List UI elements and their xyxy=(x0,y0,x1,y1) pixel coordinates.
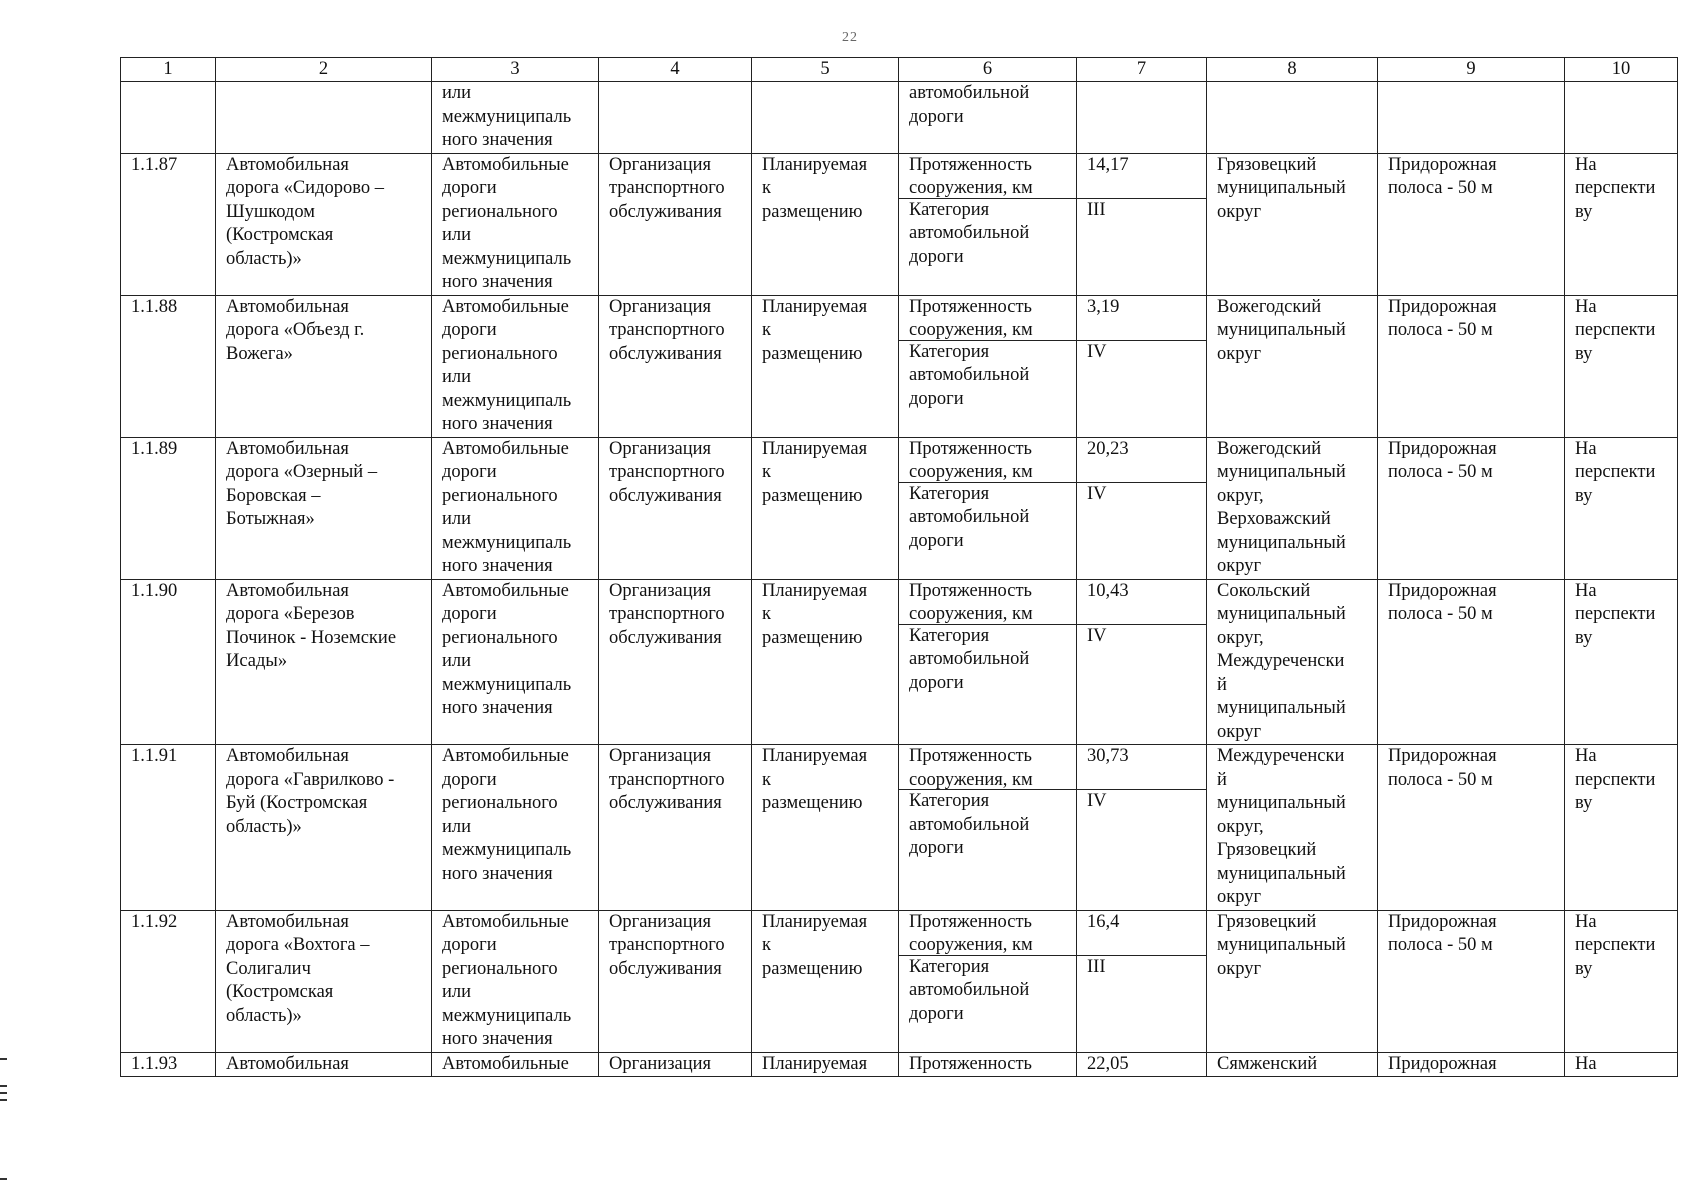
zone: Придорожная полоса - 50 м xyxy=(1378,437,1565,579)
parameter-values xyxy=(1077,153,1207,295)
location: Сокольский муниципальный округ, Междуреченски й муниципальный округ xyxy=(1207,579,1378,745)
column-number: 4 xyxy=(599,58,752,82)
table-cell: 1.1.93 xyxy=(121,1052,216,1077)
parameter-names-top: Протяженность сооружения, км xyxy=(899,438,1076,483)
column-number: 7 xyxy=(1077,58,1207,82)
parameter-names-bottom: Категория автомобильной дороги xyxy=(909,625,1030,693)
column-number: 5 xyxy=(752,58,899,82)
road-purpose: Организация транспортного обслуживания xyxy=(599,910,752,1052)
road-kind: Автомобильные дороги регионального или межмуниципаль ного значения xyxy=(432,437,599,579)
column-number: 10 xyxy=(1565,58,1678,82)
parameter-names xyxy=(899,745,1077,911)
parameter-names-bottom: Категория автомобильной дороги xyxy=(909,199,1030,267)
road-name: Автомобильная дорога «Гаврилково - Буй (Костромская область)» xyxy=(216,745,432,911)
parameter-values-top: 3,19 xyxy=(1077,296,1206,341)
roads-table xyxy=(120,57,1678,1077)
parameter-values-bottom: III xyxy=(1087,199,1106,220)
parameter-values-bottom: IV xyxy=(1087,625,1107,646)
parameter-names xyxy=(899,579,1077,745)
road-kind: Автомобильные дороги регионального или межмуниципаль ного значения xyxy=(432,153,599,295)
column-number-row xyxy=(121,58,1678,82)
parameter-values-top: 14,17 xyxy=(1077,154,1206,199)
road-purpose: Организация транспортного обслуживания xyxy=(599,295,752,437)
parameter-names xyxy=(899,437,1077,579)
table-row xyxy=(121,910,1678,1052)
road-purpose: Организация транспортного обслуживания xyxy=(599,579,752,745)
parameter-names xyxy=(899,910,1077,1052)
zone: Придорожная полоса - 50 м xyxy=(1378,153,1565,295)
table-cell: Протяженность xyxy=(899,1052,1077,1077)
road-name: Автомобильная дорога «Сидорово – Шушкодом (Костромская область)» xyxy=(216,153,432,295)
location: Грязовецкий муниципальный округ xyxy=(1207,910,1378,1052)
parameter-names-bottom: Категория автомобильной дороги xyxy=(909,956,1030,1024)
table-cell xyxy=(121,82,216,154)
table-cell: автомобильной дороги xyxy=(899,82,1077,154)
table-cell xyxy=(216,82,432,154)
zone: Придорожная полоса - 50 м xyxy=(1378,745,1565,911)
parameter-values-top: 16,4 xyxy=(1077,911,1206,956)
parameter-values xyxy=(1077,579,1207,745)
parameter-names-top: Протяженность сооружения, км xyxy=(899,296,1076,341)
row-number: 1.1.88 xyxy=(121,295,216,437)
road-status: Планируемая к размещению xyxy=(752,579,899,745)
parameter-values xyxy=(1077,437,1207,579)
term: На перспекти ву xyxy=(1565,295,1678,437)
continued-row xyxy=(121,82,1678,154)
parameter-names xyxy=(899,153,1077,295)
table-row xyxy=(121,1052,1678,1077)
term: На перспекти ву xyxy=(1565,910,1678,1052)
road-status: Планируемая к размещению xyxy=(752,745,899,911)
term: На перспекти ву xyxy=(1565,153,1678,295)
road-kind: Автомобильные дороги регионального или межмуниципаль ного значения xyxy=(432,745,599,911)
parameter-values xyxy=(1077,745,1207,911)
parameter-values-bottom: IV xyxy=(1087,483,1107,504)
road-purpose: Организация транспортного обслуживания xyxy=(599,153,752,295)
road-status: Планируемая к размещению xyxy=(752,437,899,579)
table-row xyxy=(121,579,1678,745)
parameter-names-bottom: Категория автомобильной дороги xyxy=(909,341,1030,409)
road-name: Автомобильная дорога «Вохтога – Солигалич (Костромская область)» xyxy=(216,910,432,1052)
road-name: Автомобильная дорога «Объезд г. Вожега» xyxy=(216,295,432,437)
row-number: 1.1.87 xyxy=(121,153,216,295)
table-cell xyxy=(1565,82,1678,154)
table-cell: Организация xyxy=(599,1052,752,1077)
row-number: 1.1.90 xyxy=(121,579,216,745)
parameter-values-bottom: IV xyxy=(1087,341,1107,362)
row-number: 1.1.89 xyxy=(121,437,216,579)
table-row xyxy=(121,295,1678,437)
table-cell: На xyxy=(1565,1052,1678,1077)
parameter-values-top: 10,43 xyxy=(1077,580,1206,625)
term: На перспекти ву xyxy=(1565,437,1678,579)
table-row xyxy=(121,437,1678,579)
column-number: 9 xyxy=(1378,58,1565,82)
parameter-names-bottom: Категория автомобильной дороги xyxy=(909,483,1030,551)
table-cell: Автомобильная xyxy=(216,1052,432,1077)
table-cell xyxy=(752,82,899,154)
column-number: 6 xyxy=(899,58,1077,82)
road-name: Автомобильная дорога «Озерный – Боровская – Ботыжная» xyxy=(216,437,432,579)
parameter-values-bottom: IV xyxy=(1087,791,1107,811)
table-row xyxy=(121,153,1678,295)
road-kind: Автомобильные дороги регионального или межмуниципаль ного значения xyxy=(432,295,599,437)
table-cell: Автомобильные xyxy=(432,1052,599,1077)
location: Междуреченски й муниципальный округ, Грязовецкий муниципальный округ xyxy=(1207,745,1378,911)
table-cell xyxy=(1378,82,1565,154)
location: Вожегодский муниципальный округ, Верховажский муниципальный округ xyxy=(1207,437,1378,579)
table-row xyxy=(121,745,1678,911)
term: На перспекти ву xyxy=(1565,579,1678,745)
column-number: 1 xyxy=(121,58,216,82)
parameter-values xyxy=(1077,910,1207,1052)
table-cell: Сямженский xyxy=(1207,1052,1378,1077)
location: Вожегодский муниципальный округ xyxy=(1207,295,1378,437)
table-cell: Придорожная xyxy=(1378,1052,1565,1077)
road-status: Планируемая к размещению xyxy=(752,295,899,437)
column-number: 3 xyxy=(432,58,599,82)
term: На перспекти ву xyxy=(1565,745,1678,911)
parameter-names-top: Протяженность сооружения, км xyxy=(899,580,1076,625)
parameter-values-top: 30,73 xyxy=(1077,745,1206,790)
road-purpose: Организация транспортного обслуживания xyxy=(599,437,752,579)
road-kind: Автомобильные дороги регионального или межмуниципаль ного значения xyxy=(432,910,599,1052)
road-name: Автомобильная дорога «Березов Починок - Ноземские Исады» xyxy=(216,579,432,745)
table-cell xyxy=(599,82,752,154)
road-kind: Автомобильные дороги регионального или межмуниципаль ного значения xyxy=(432,579,599,745)
column-number: 8 xyxy=(1207,58,1378,82)
parameter-values-bottom: III xyxy=(1087,956,1106,977)
location: Грязовецкий муниципальный округ xyxy=(1207,153,1378,295)
zone: Придорожная полоса - 50 м xyxy=(1378,910,1565,1052)
table-cell xyxy=(1077,82,1207,154)
row-number: 1.1.91 xyxy=(121,745,216,911)
road-status: Планируемая к размещению xyxy=(752,153,899,295)
parameter-names-bottom: Категория автомобильной дороги xyxy=(909,791,1030,858)
page-number: 22 xyxy=(842,30,858,45)
parameter-values-top: 20,23 xyxy=(1077,438,1206,483)
table-cell xyxy=(1207,82,1378,154)
row-number: 1.1.92 xyxy=(121,910,216,1052)
parameter-names-top: Протяженность сооружения, км xyxy=(899,154,1076,199)
zone: Придорожная полоса - 50 м xyxy=(1378,579,1565,745)
parameter-names-top: Протяженность сооружения, км xyxy=(899,911,1076,956)
table-cell: или межмуниципаль ного значения xyxy=(432,82,599,154)
parameter-names-top: Протяженность сооружения, км xyxy=(899,745,1076,790)
zone: Придорожная полоса - 50 м xyxy=(1378,295,1565,437)
table-cell: Планируемая xyxy=(752,1052,899,1077)
road-status: Планируемая к размещению xyxy=(752,910,899,1052)
parameter-values xyxy=(1077,295,1207,437)
table-cell: 22,05 xyxy=(1077,1052,1207,1077)
parameter-names xyxy=(899,295,1077,437)
road-purpose: Организация транспортного обслуживания xyxy=(599,745,752,911)
column-number: 2 xyxy=(216,58,432,82)
